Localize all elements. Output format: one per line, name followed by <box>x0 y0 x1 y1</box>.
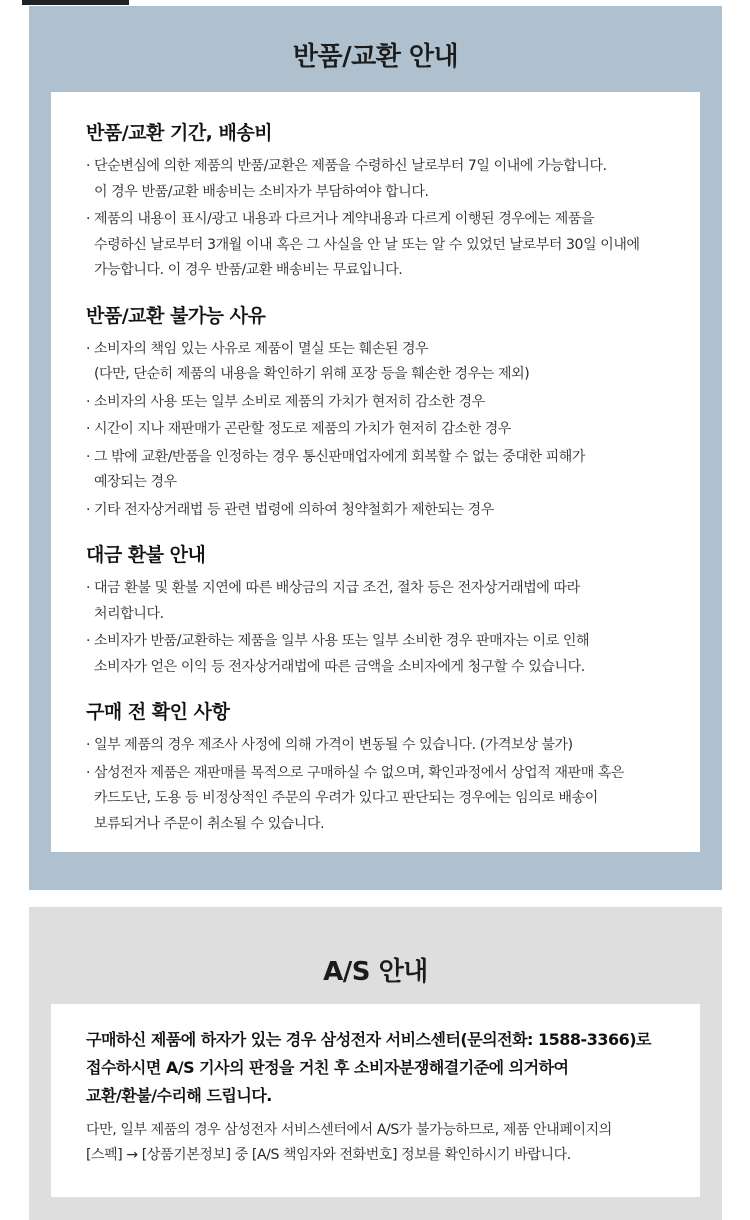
list-item <box>86 498 680 524</box>
list-item-line: · 소비자의 책임 있는 사유로 제품이 멸실 또는 훼손된 경우 <box>94 340 429 357</box>
list-item-line: 이 경우 반품/교환 배송비는 소비자가 부담하여야 합니다. <box>94 183 429 200</box>
list-item <box>86 733 680 759</box>
list-item-line: · 일부 제품의 경우 제조사 사정에 의해 가격이 변동될 수 있습니다. (가격보상 불가) <box>94 737 573 753</box>
list-item-line: · 그 밖에 교환/반품을 인정하는 경우 통신판매업자에게 회복할 수 없는 중대한 피해가 <box>94 448 586 465</box>
list-item-line: (다만, 단순히 제품의 내용을 확인하기 위해 포장 등을 훼손한 경우는 제외) <box>94 366 530 382</box>
list-item-line: · 제품의 내용이 표시/광고 내용과 다르거나 계약내용과 다르게 이행된 경우에는 제품을 <box>94 211 595 227</box>
list-item-line: 가능합니다. 이 경우 반품/교환 배송비는 무료입니다. <box>94 262 403 278</box>
list-item-line: 소비자가 얻은 이익 등 전자상거래법에 따른 금액을 소비자에게 청구할 수 있습니다. <box>94 658 585 675</box>
section-heading: 반품/교환 기간, 배송비 <box>86 122 273 144</box>
list-item <box>86 390 680 416</box>
as-content <box>51 1004 700 1168</box>
return-exchange-content <box>51 92 700 837</box>
as-note-line: [스펙] → [상품기본정보] 중 [A/S 책임자와 전화번호] 정보를 확인하시기 바랍니다. <box>86 1147 571 1163</box>
section-heading: 반품/교환 불가능 사유 <box>86 304 266 327</box>
return-exchange-card <box>51 92 700 852</box>
list-item <box>86 337 680 388</box>
list-item <box>86 445 680 496</box>
list-item-line: · 시간이 지나 재판매가 곤란할 정도로 제품의 가치가 현저히 감소한 경우 <box>94 421 512 437</box>
list-item-line: · 삼성전자 제품은 재판매를 목적으로 구매하실 수 없으며, 확인과정에서 상업적 재판매 혹은 <box>94 764 625 781</box>
as-note-line: 다만, 일부 제품의 경우 삼성전자 서비스센터에서 A/S가 불가능하므로, 제품 안내페이지의 <box>86 1122 612 1138</box>
list-item <box>86 761 680 838</box>
list-item-line: · 기타 전자상거래법 등 관련 법령에 의하여 청약철회가 제한되는 경우 <box>94 501 494 518</box>
list-item-line: · 대금 환불 및 환불 지연에 따른 배상금의 지급 조건, 절차 등은 전자상거래법에 따라 <box>94 580 580 596</box>
info-section <box>86 301 680 524</box>
as-main-line: 구매하신 제품에 하자가 있는 경우 삼성전자 서비스센터(문의전화: 1588-3366)로 <box>86 1030 651 1049</box>
list-item <box>86 207 680 284</box>
list-item <box>86 417 680 443</box>
section-list <box>86 154 680 284</box>
info-section <box>86 540 680 680</box>
as-title: A/S 안내 <box>323 957 428 987</box>
list-item <box>86 576 680 627</box>
as-note-text <box>86 1118 680 1168</box>
list-item-line: · 단순변심에 의한 제품의 반품/교환은 제품을 수령하신 날로부터 7일 이내에 가능합니다. <box>94 158 607 174</box>
as-main-line: 접수하시면 A/S 기사의 판정을 거친 후 소비자분쟁해결기준에 의거하여 <box>86 1058 569 1077</box>
list-item-line: 예장되는 경우 <box>94 474 177 490</box>
list-item-line: · 소비자가 반품/교환하는 제품을 일부 사용 또는 일부 소비한 경우 판매자는 이로 인해 <box>94 633 590 649</box>
section-list <box>86 733 680 837</box>
list-item-line: 수령하신 날로부터 3개월 이내 혹은 그 사실을 안 날 또는 알 수 있었던 날로부터 30일 이내에 <box>94 236 640 253</box>
section-heading: 대금 환불 안내 <box>86 544 206 566</box>
section-list <box>86 337 680 524</box>
section-list <box>86 576 680 680</box>
top-indicator-bar <box>22 0 129 5</box>
as-card <box>51 1004 700 1197</box>
return-exchange-title: 반품/교환 안내 <box>292 42 459 72</box>
info-section <box>86 118 680 284</box>
list-item <box>86 629 680 680</box>
return-exchange-panel <box>29 6 722 890</box>
info-section <box>86 697 680 837</box>
list-item-line: 처리합니다. <box>94 605 164 622</box>
list-item <box>86 154 680 205</box>
as-main-line: 교환/환불/수리해 드립니다. <box>86 1086 272 1105</box>
list-item-line: 보류되거나 주문이 취소될 수 있습니다. <box>94 815 325 832</box>
as-panel <box>29 907 722 1220</box>
as-main-text <box>86 1026 680 1110</box>
list-item-line: 카드도난, 도용 등 비정상적인 주문의 우려가 있다고 판단되는 경우에는 임의로 배송이 <box>94 790 598 806</box>
section-heading: 구매 전 확인 사항 <box>86 701 230 723</box>
list-item-line: · 소비자의 사용 또는 일부 소비로 제품의 가치가 현저히 감소한 경우 <box>94 393 485 410</box>
